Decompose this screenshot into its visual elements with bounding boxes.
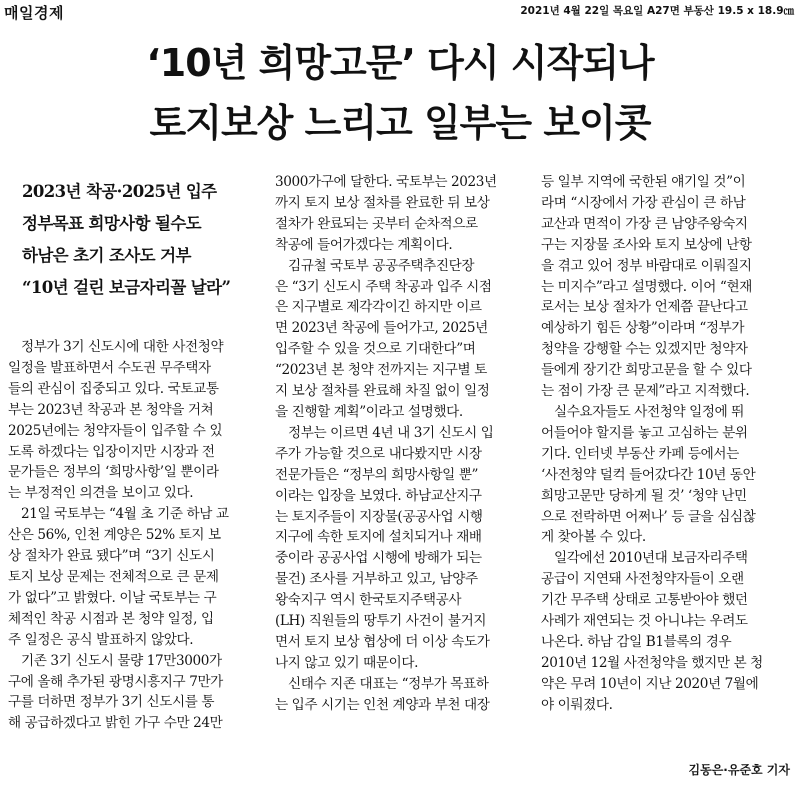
article-text-line: 지 보상 절차를 완료해 차질 없이 일정 bbox=[275, 383, 490, 400]
article-text-line: 는 부정적인 의견을 보이고 있다. bbox=[8, 485, 194, 502]
article-text-line: 면 2023년 착공에 들어가고, 2025년 bbox=[275, 320, 488, 337]
article-text-line: “2023년 본 청약 전까지는 지구별 토 bbox=[275, 362, 487, 379]
article-text-line: 산은 56%, 인천 계양은 52% 토지 보 bbox=[8, 527, 221, 544]
article-text-line: 구에 올해 추가된 광명시흥지구 7만가 bbox=[8, 673, 223, 690]
article-text-line: 부는 2023년 착공과 본 청약을 거쳐 bbox=[8, 401, 214, 418]
article-text-line: 기다. 인터넷 부동산 카페 등에서는 bbox=[541, 445, 739, 462]
article-text-line: 실수요자들도 사전청약 일정에 뛰 bbox=[554, 403, 745, 420]
article-text-line: 청약을 강행할 수는 있겠지만 청약자 bbox=[541, 341, 748, 358]
article-text-line: 기존 3기 신도시 물량 17만3000가 bbox=[21, 652, 222, 669]
article-text-line: 이라는 입장을 보였다. 하남교산지구 bbox=[275, 487, 482, 504]
article-text-line: 문가들은 정부의 ‘희망사항’일 뿐이라 bbox=[8, 464, 219, 481]
article-text-line: 공급이 지연돼 사전청약자들이 오랜 bbox=[541, 571, 744, 588]
article-text-line: 21일 국토부는 “4월 초 기준 하남 교 bbox=[21, 506, 229, 523]
article-text-line: 게 찾아볼 수 있다. bbox=[541, 529, 646, 546]
article-text-line: 입주할 수 있을 것으로 기대한다”며 bbox=[275, 341, 476, 358]
article-text-line: 들에게 장기간 희망고문을 할 수 있다 bbox=[541, 362, 752, 379]
subheadline: 하남은 초기 조사도 거부 bbox=[22, 246, 191, 265]
article-text-line: 토지 보상 문제는 전체적으로 큰 문제 bbox=[8, 568, 219, 585]
article-text-line: 는 입주 시기는 인천 계양과 부천 대장 bbox=[275, 696, 490, 713]
article-text-line: 중이라 공공사업 시행에 방해가 되는 bbox=[275, 550, 482, 567]
article-text-line: 해 공급하겠다고 밝힌 가구 수만 24만 bbox=[8, 715, 223, 732]
article-text-line: 가 없다”고 밝혔다. 이날 국토부는 구 bbox=[8, 589, 217, 606]
article-text-line: 김규철 국토부 공공주택추진단장 bbox=[288, 257, 475, 274]
article-text-line: 구는 지장물 조사와 토지 보상에 난항 bbox=[541, 236, 752, 253]
article-text-line: 구를 더하면 정부가 3기 신도시를 통 bbox=[8, 694, 215, 711]
article-text-line: 기간 무주택 상태로 고통받아야 했던 bbox=[541, 592, 748, 609]
article-text-line: 상 절차가 완료 됐다”며 “3기 신도시 bbox=[8, 548, 215, 565]
article-text-line: 신태수 지존 대표는 “정부가 목표하 bbox=[288, 675, 489, 692]
article-text-line: 교산과 면적이 가장 큰 남양주왕숙지 bbox=[541, 215, 748, 232]
article-text-line: 는 점이 가장 큰 문제”라고 지적했다. bbox=[541, 383, 750, 400]
article-text-line: 주 일정은 공식 발표하지 않았다. bbox=[8, 631, 194, 648]
article-text-line: 정부가 3기 신도시에 대한 사전청약 bbox=[21, 339, 224, 355]
subheadline: “10년 걸린 보금자리꼴 날라” bbox=[22, 278, 231, 297]
paper-name: 매일경제 bbox=[4, 4, 64, 22]
article-text-line: 2025년에는 청약자들이 입주할 수 있 bbox=[8, 422, 223, 439]
article-text-line: 들의 관심이 집중되고 있다. 국토교통 bbox=[8, 380, 219, 397]
article-text-line: 희망고문만 당하게 될 것’ ‘청약 난민 bbox=[541, 487, 747, 504]
article-column-2 bbox=[275, 172, 532, 716]
article-column-3 bbox=[541, 172, 796, 716]
article-text-line: 는 미지수”라고 설명했다. 이어 “현재 bbox=[541, 278, 752, 295]
article-text-line: 약은 무려 10년이 지난 2020년 7월에 bbox=[541, 675, 759, 692]
article-text-line: 을 겪고 있어 정부 바람대로 이뤄질지 bbox=[541, 257, 752, 274]
article-text-line: 체적인 착공 시점과 본 청약 일정, 입 bbox=[8, 610, 214, 627]
article-text-line: 나지 않고 있기 때문이다. bbox=[275, 654, 418, 671]
subheadline: 정부목표 희망사항 될수도 bbox=[22, 214, 202, 233]
article-text-line: 왕숙지구 역시 한국토지주택공사 bbox=[275, 592, 462, 609]
article-text-line: 착공에 들어가겠다는 계획이다. bbox=[275, 236, 453, 253]
headline-line-1: ‘10년 희망고문’ 다시 시작되나 bbox=[146, 41, 654, 85]
article-text-line: 정부는 이르면 4년 내 3기 신도시 입 bbox=[288, 424, 494, 441]
edition-info: 2021년 4월 22일 목요일 A27면 부동산 19.5 x 18.9㎝ bbox=[520, 5, 794, 17]
article-text-line: 일각에선 2010년대 보금자리주택 bbox=[554, 550, 748, 567]
article-text-line: 나온다. 하남 감일 B1블록의 경우 bbox=[541, 633, 732, 650]
article-text-line: 물건) 조사를 거부하고 있고, 남양주 bbox=[275, 571, 478, 588]
article-text-line: 2010년 12월 사전청약을 했지만 본 청 bbox=[541, 654, 763, 671]
byline: 김동은·유준호 기자 bbox=[688, 763, 790, 777]
article-text-line: 야 이뤄졌다. bbox=[541, 696, 613, 713]
masthead bbox=[0, 0, 800, 22]
article-text-line: ‘사전청약 덜컥 들어갔다간 10년 동안 bbox=[541, 466, 756, 483]
article-text-line: 전문가들은 “정부의 희망사항일 뿐” bbox=[275, 466, 479, 483]
subheadline-block bbox=[22, 176, 262, 304]
article-text-line: 사례가 재연되는 것 아니냐는 우려도 bbox=[541, 613, 748, 630]
article-column-1 bbox=[8, 337, 264, 734]
article-text-line: 절차가 완료되는 곳부터 순차적으로 bbox=[275, 215, 478, 232]
article-text-line: 면서 토지 보상 협상에 더 이상 속도가 bbox=[275, 633, 490, 650]
article-text-line: 라며 “시장에서 가장 관심이 큰 하남 bbox=[541, 194, 746, 211]
article-text-line: 등 일부 지역에 국한된 얘기일 것”이 bbox=[541, 174, 746, 190]
article-text-line: (LH) 직원들의 땅투기 사건이 불거지 bbox=[275, 613, 487, 630]
article-text-line: 으로 전락하면 어쩌나’ 등 글을 심심찮 bbox=[541, 508, 756, 525]
article-text-line: 일정을 발표하면서 수도권 무주택자 bbox=[8, 359, 211, 376]
article-text-line: 는 토지주들이 지장물(공공사업 시행 bbox=[275, 508, 483, 525]
article-text-line: 예상하기 힘든 상황”이라며 “정부가 bbox=[541, 320, 745, 337]
article-text-line: 까지 토지 보상 절차를 완료한 뒤 보상 bbox=[275, 194, 490, 211]
article-text-line: 도록 하겠다는 입장이지만 시장과 전 bbox=[8, 443, 215, 460]
article-text-line: 은 지구별로 제각각이긴 하지만 이르 bbox=[275, 299, 482, 316]
headline-line-2: 토지보상 느리고 일부는 보이콧 bbox=[149, 101, 651, 145]
article-text-line: 로서는 보상 절차가 언제쯤 끝난다고 bbox=[541, 299, 748, 316]
article-text-line: 은 “3기 신도시 주택 착공과 입주 시점 bbox=[275, 278, 492, 295]
article-text-line: 3000가구에 달한다. 국토부는 2023년 bbox=[275, 174, 497, 190]
subheadline: 2023년 착공·2025년 입주 bbox=[22, 182, 217, 201]
article-text-line: 어들어야 할지를 놓고 고심하는 분위 bbox=[541, 424, 748, 441]
article-text-line: 지구에 속한 토지에 설치되거나 재배 bbox=[275, 529, 482, 546]
article-text-line: 주가 가능할 것으로 내다봤지만 시장 bbox=[275, 445, 482, 462]
article-text-line: 을 진행할 계획”이라고 설명했다. bbox=[275, 403, 463, 420]
